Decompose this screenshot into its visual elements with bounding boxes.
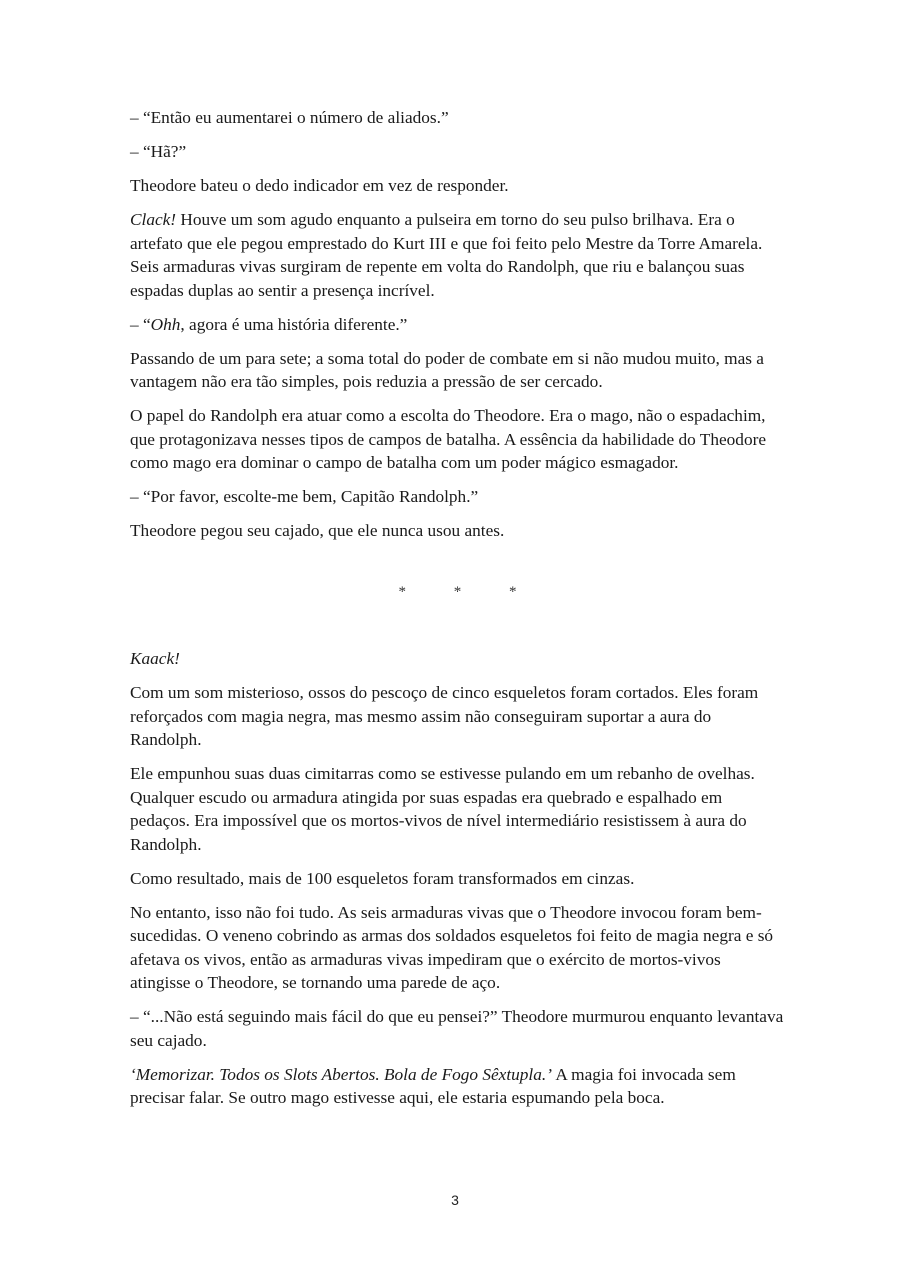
text-run: Theodore bateu o dedo indicador em vez de responder. [130,176,509,195]
paragraph [130,1005,785,1052]
paragraph [130,681,785,752]
text-run: Ele empunhou suas duas cimitarras como se estivesse pulando em um rebanho de ovelhas. Qualquer escudo ou armadura atingida por suas espadas era quebrado e espalhado em pedaços. Era impossível que os mortos-vivos de nível intermediário resistissem à aura do Randolph. [130,764,755,854]
italic-text: Ohh [150,314,181,334]
paragraph [130,901,785,995]
text-run: Houve um som agudo enquanto a pulseira em torno do seu pulso brilhava. Era o artefato que ele pegou emprestado do Kurt III e que foi feito pelo Mestre da Torre Amarela. Seis armaduras vivas surgiram de repente em volta do Randolph, que riu e balançou suas espadas duplas ao sentir a presença incrível. [130,210,763,300]
text-run: Como resultado, mais de 100 esqueletos foram transformados em cinzas. [130,868,635,888]
text-run: Passando de um para sete; a soma total do poder de combate em si não mudou muito, mas a vantagem não era tão simples, pois reduzia a pressão de ser cercado. [130,348,764,391]
text-run: A magia foi invocada sem precisar falar. Se outro mago estivesse aqui, ele estaria espumando pela boca. [130,1064,736,1107]
text-run: – “Por favor, escolte-me bem, Capitão Randolph.” [130,487,479,506]
page-body [130,106,785,1120]
text-run: , agora é uma história diferente.” [180,314,408,334]
scene-break: * * * [398,583,539,600]
paragraph [130,106,785,130]
italic-text: Clack! [130,210,177,229]
text-run: Theodore pegou seu cajado, que ele nunca usou antes. [130,521,505,540]
paragraph [130,208,785,302]
paragraph [130,313,785,337]
text-run: Com um som misterioso, ossos do pescoço de cinco esqueletos foram cortados. Eles foram reforçados com magia negra, mas mesmo assim não conseguiram suportar a aura do Randolph. [130,683,759,749]
paragraph [130,140,785,164]
paragraph [130,1063,785,1110]
text-run: – “Então eu aumentarei o número de aliados.” [130,108,449,127]
section-before-break [130,106,785,543]
paragraph [130,647,785,671]
text-run: – “ [130,314,151,334]
text-run: – “...Não está seguindo mais fácil do que eu pensei?” Theodore murmurou enquanto levantava seu cajado. [130,1007,784,1050]
paragraph [130,519,785,543]
paragraph [130,867,785,891]
paragraph [130,762,785,856]
italic-text: ‘Memorizar. Todos os Slots Abertos. Bola de Fogo Sêxtupla.’ [130,1064,552,1084]
italic-text: Kaack! [130,649,180,668]
paragraph [130,174,785,198]
page-number: 3 [451,1192,459,1208]
paragraph [130,404,785,475]
section-after-break [130,647,785,1110]
paragraph [130,485,785,509]
text-run: – “Hã?” [130,142,187,161]
paragraph [130,347,785,394]
text-run: O papel do Randolph era atuar como a escolta do Theodore. Era o mago, não o espadachim, que protagonizava nesses tipos de campos de batalha. A essência da habilidade do Theodore como mago era dominar o campo de batalha com um poder mágico esmagador. [130,406,767,472]
text-run: No entanto, isso não foi tudo. As seis armaduras vivas que o Theodore invocou foram bem-sucedidas. O veneno cobrindo as armas dos soldados esqueletos foi feito de magia negra e só afetava os vivos, então as armaduras vivas impediram que o exército de mortos-vivos atingisse o Theodore, se tornando uma parede de aço. [130,902,774,992]
